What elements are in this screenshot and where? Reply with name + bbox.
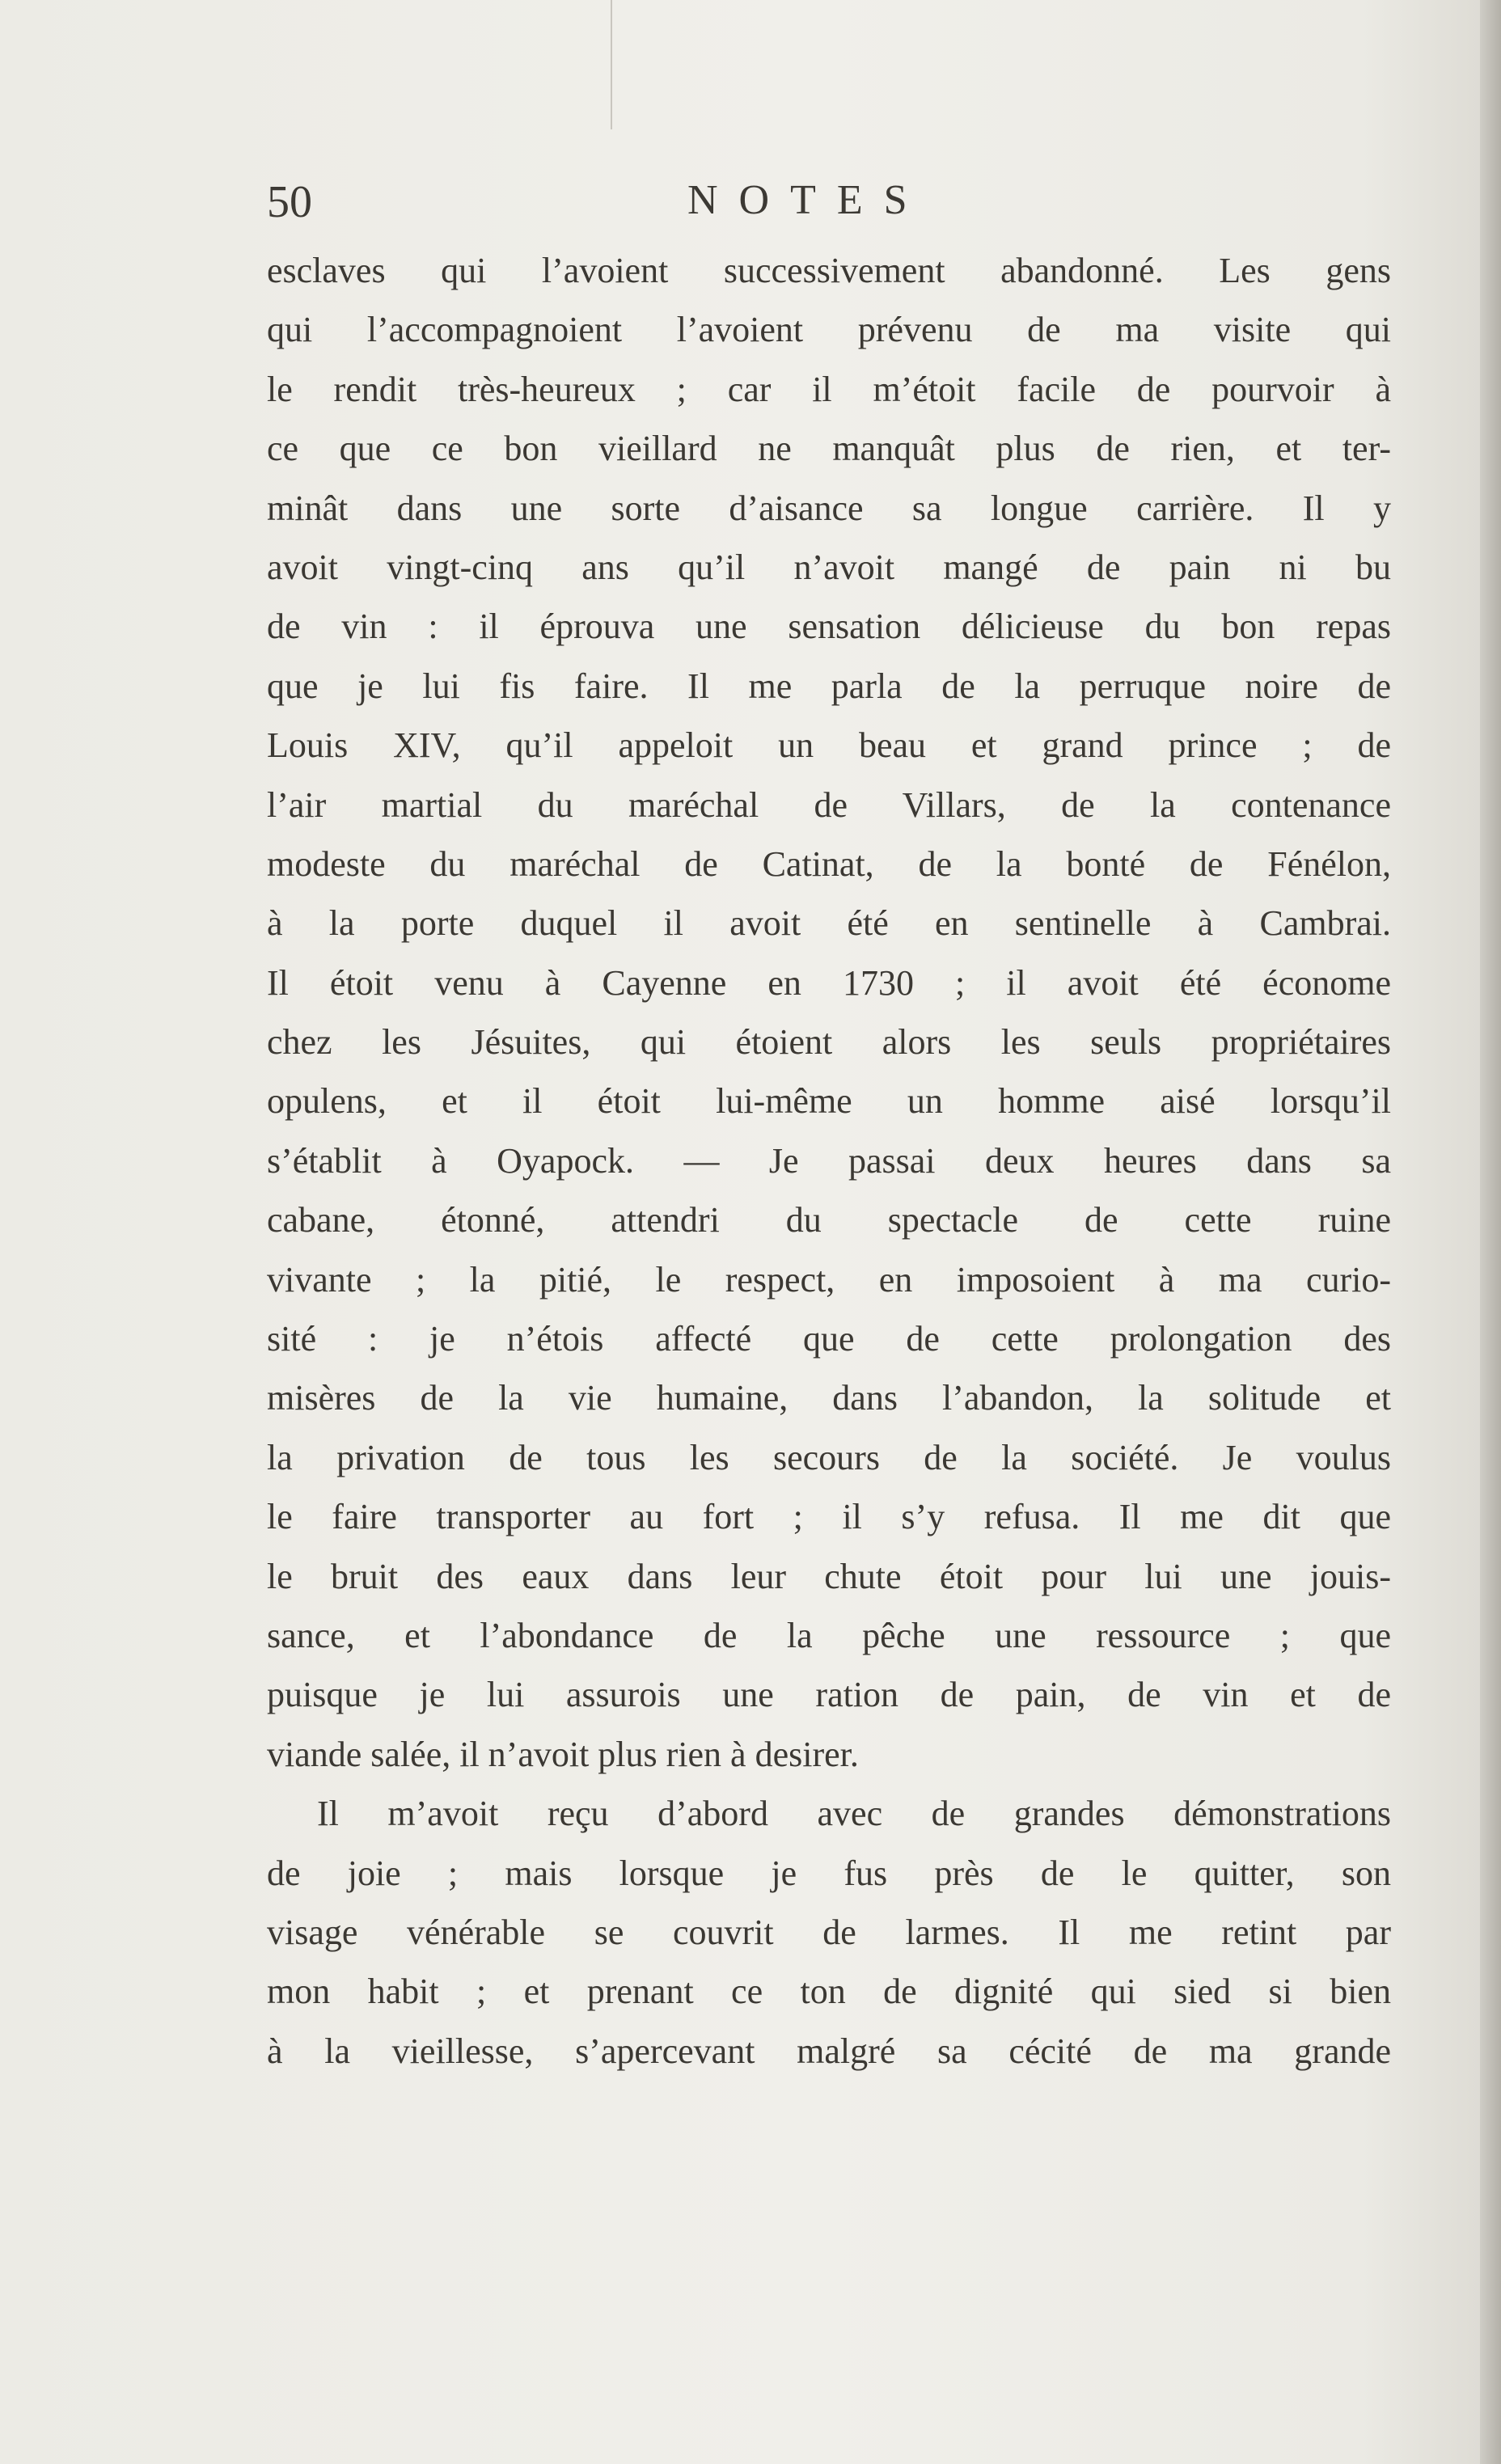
page-header bbox=[267, 176, 1391, 241]
text-line: s’établit à Oyapock. — Je passai deux heures dans sa bbox=[267, 1140, 1391, 1181]
text-line: mon habit ; et prenant ce ton de dignité qui sied si bien bbox=[267, 1972, 1391, 2012]
text-line: qui l’accompagnoient l’avoient prévenu de ma visite qui bbox=[267, 310, 1391, 350]
text-line: de joie ; mais lorsque je fus près de le quitter, son bbox=[267, 1853, 1391, 1893]
text-line: l’air martial du maréchal de Villars, de la contenance bbox=[267, 784, 1391, 825]
text-line: minât dans une sorte d’aisance sa longue carrière. Il y bbox=[267, 488, 1391, 528]
text-line: le faire transporter au fort ; il s’y refusa. Il me dit que bbox=[267, 1497, 1391, 1537]
text-line: misères de la vie humaine, dans l’abandon, la solitude et bbox=[267, 1378, 1391, 1418]
text-line: à la vieillesse, s’apercevant malgré sa cécité de ma grande bbox=[267, 2031, 1391, 2071]
text-line: ce que ce bon vieillard ne manquât plus de rien, et ter- bbox=[267, 429, 1391, 469]
text-line: de vin : il éprouva une sensation délicieuse du bon repas bbox=[267, 606, 1391, 647]
page-number: 50 bbox=[267, 177, 312, 227]
body-text bbox=[267, 241, 1391, 2081]
text-line: sité : je n’étois affecté que de cette prolongation des bbox=[267, 1319, 1391, 1359]
text-line: vivante ; la pitié, le respect, en imposoient à ma curio- bbox=[267, 1259, 1391, 1300]
running-head: NOTES bbox=[687, 177, 928, 223]
text-line: Louis XIV, qu’il appeloit un beau et grand prince ; de bbox=[267, 725, 1391, 766]
text-line: le bruit des eaux dans leur chute étoit pour lui une jouis- bbox=[267, 1556, 1391, 1596]
page-edge bbox=[1480, 0, 1501, 2464]
text-line: Il étoit venu à Cayenne en 1730 ; il avoit été économe bbox=[267, 962, 1391, 1003]
text-line: la privation de tous les secours de la société. Je voulus bbox=[267, 1437, 1391, 1477]
text-line: à la porte duquel il avoit été en sentinelle à Cambrai. bbox=[267, 903, 1391, 944]
text-line: que je lui fis faire. Il me parla de la perruque noire de bbox=[267, 666, 1391, 706]
text-line: opulens, et il étoit lui-même un homme aisé lorsqu’il bbox=[267, 1081, 1391, 1122]
text-line: le rendit très-heureux ; car il m’étoit facile de pourvoir à bbox=[267, 369, 1391, 409]
page-fold-shadow bbox=[611, 0, 612, 129]
paragraph-start-line: Il m’avoit reçu d’abord avec de grandes démonstrations bbox=[317, 1794, 1391, 1834]
text-line: chez les Jésuites, qui étoient alors les seuls propriétaires bbox=[267, 1022, 1391, 1063]
text-line: avoit vingt-cinq ans qu’il n’avoit mangé de pain ni bu bbox=[267, 547, 1391, 587]
text-line: cabane, étonné, attendri du spectacle de cette ruine bbox=[267, 1200, 1391, 1240]
paragraph-end-line: viande salée, il n’avoit plus rien à desirer. bbox=[267, 1734, 859, 1774]
text-line: esclaves qui l’avoient successivement abandonné. Les gens bbox=[267, 251, 1391, 290]
text-line: visage vénérable se couvrit de larmes. Il me retint par bbox=[267, 1912, 1391, 1952]
text-line: sance, et l’abondance de la pêche une ressource ; que bbox=[267, 1615, 1391, 1655]
text-line: modeste du maréchal de Catinat, de la bonté de Fénélon, bbox=[267, 843, 1391, 884]
text-line: puisque je lui assurois une ration de pain, de vin et de bbox=[267, 1675, 1391, 1715]
